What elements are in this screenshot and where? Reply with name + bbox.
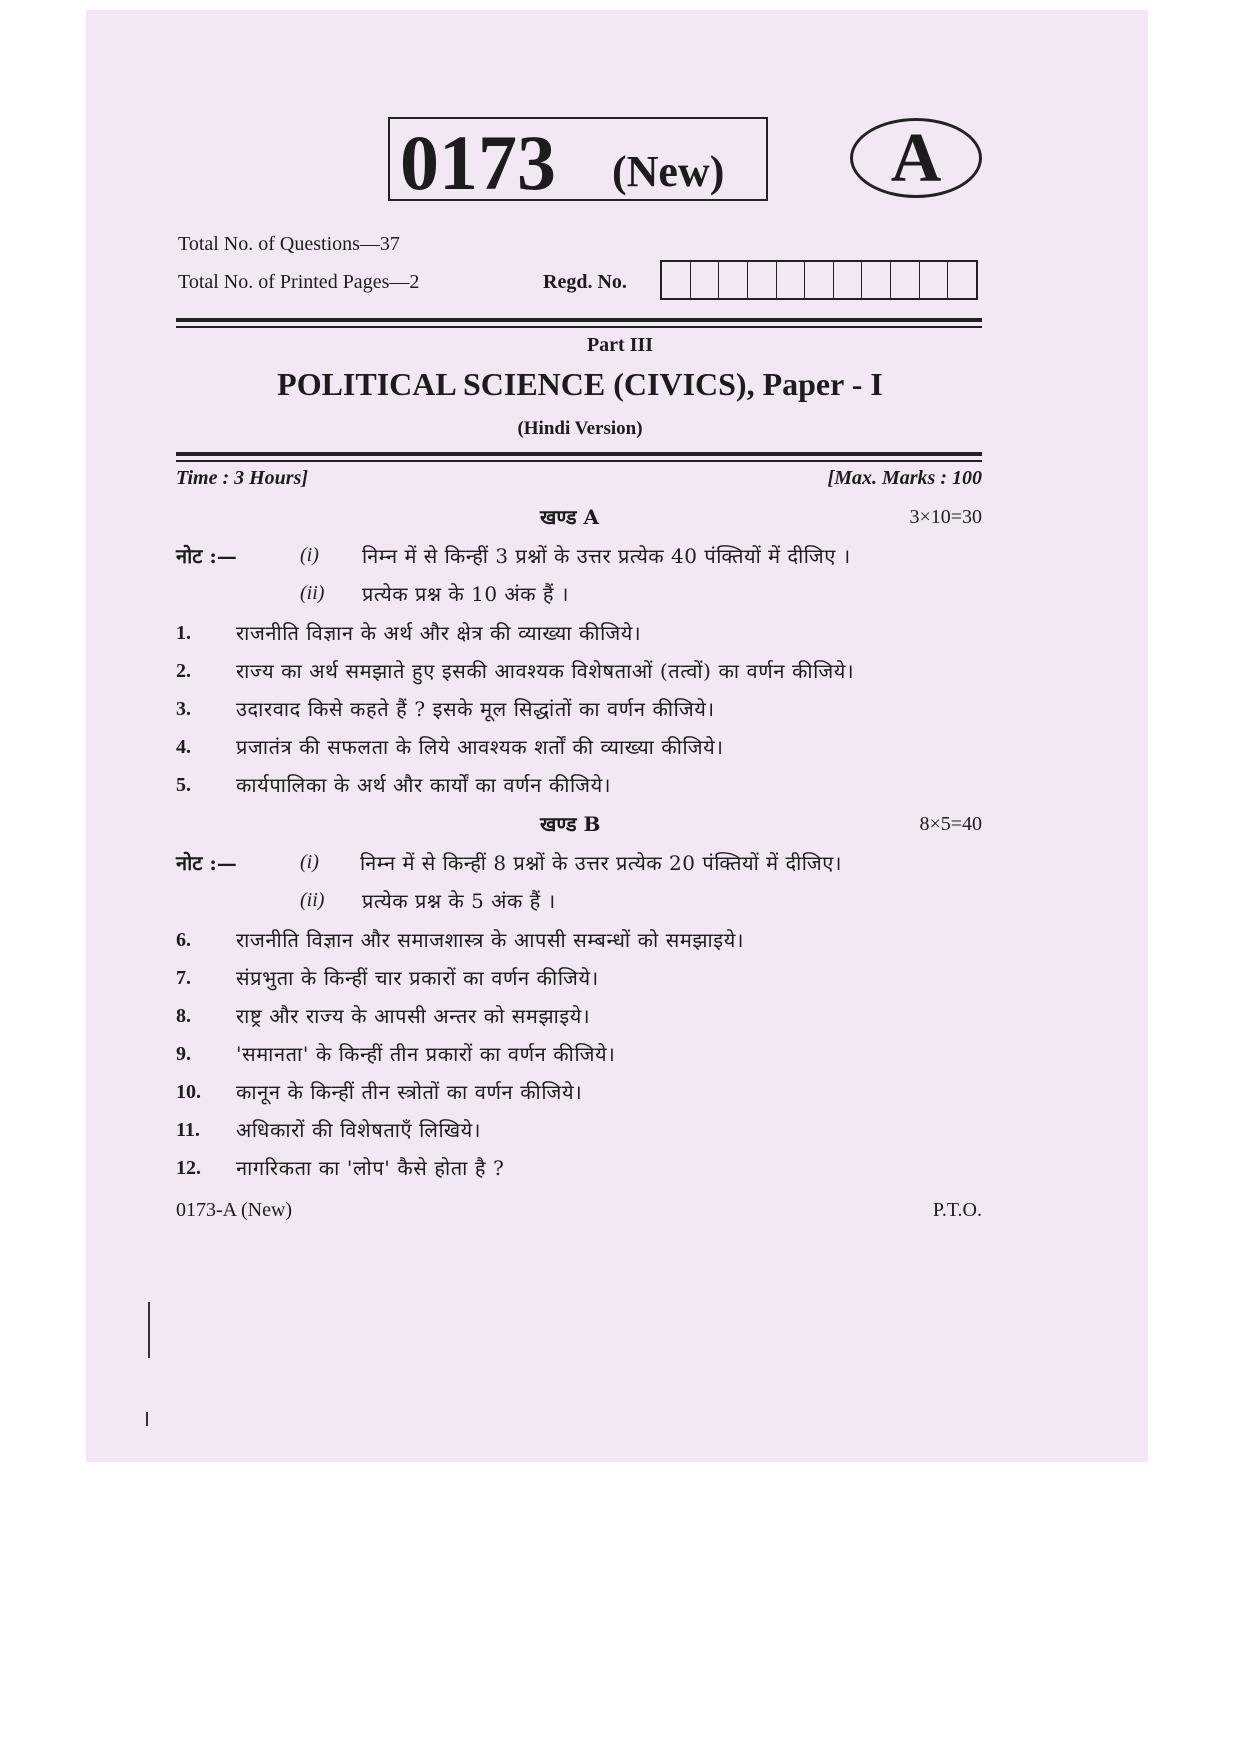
version-badge: A [850, 118, 982, 198]
max-marks: [Max. Marks : 100 [827, 467, 982, 489]
question-number: 7. [176, 967, 191, 989]
question-number: 4. [176, 736, 191, 758]
question-number: 8. [176, 1005, 191, 1027]
question-number: 9. [176, 1043, 191, 1065]
section-b-marks: 8×5=40 [919, 813, 982, 835]
subject-title: POLITICAL SCIENCE (CIVICS), Paper - I [277, 366, 883, 402]
question-text: राजनीति विज्ञान और समाजशास्त्र के आपसी सम्बन्धों को समझाइये। [236, 928, 745, 952]
question-text: प्रजातंत्र की सफलता के लिये आवश्यक शर्तों की व्याख्या कीजिये। [236, 735, 724, 759]
question-text: 'समानता' के किन्हीं तीन प्रकारों का वर्णन कीजिये। [236, 1042, 616, 1066]
header-rule-thick [176, 318, 982, 322]
section-b-note: निम्न में से किन्हीं 8 प्रश्नों के उत्तर प्रत्येक 20 पंक्तियों में दीजिए। [360, 851, 842, 875]
footer-pto: P.T.O. [932, 1199, 982, 1221]
section-b-note-marker: (ii) [300, 889, 325, 911]
total-questions: Total No. of Questions—37 [178, 233, 400, 255]
question-number: 1. [176, 622, 191, 644]
part-label: Part III [586, 334, 654, 356]
footer-paper-code: 0173-A (New) [176, 1199, 293, 1221]
section-a-note-marker: (i) [300, 544, 319, 566]
question-text: नागरिकता का 'लोप' कैसे होता है ? [236, 1156, 505, 1180]
question-number: 10. [176, 1081, 201, 1103]
question-text: अधिकारों की विशेषताएँ लिखिये। [236, 1118, 482, 1142]
section-a-note-marker: (ii) [300, 582, 325, 604]
section-b-heading: खण्ड B [540, 812, 601, 836]
version-note: (Hindi Version) [517, 418, 643, 439]
header-rule-thin [176, 326, 982, 328]
exam-time: Time : 3 Hours] [176, 467, 309, 489]
question-text: राजनीति विज्ञान के अर्थ और क्षेत्र की व्याख्या कीजिये। [236, 621, 642, 645]
question-number: 6. [176, 929, 191, 951]
question-text: संप्रभुता के किन्हीं चार प्रकारों का वर्णन कीजिये। [236, 966, 599, 990]
title-rule-thin [176, 460, 982, 462]
section-b-note-label: नोट :— [176, 851, 237, 875]
section-a-marks: 3×10=30 [909, 506, 982, 528]
paper-code-suffix: (New) [612, 147, 725, 196]
paper-code: 0173 [400, 119, 556, 206]
question-number: 3. [176, 698, 191, 720]
question-number: 12. [176, 1157, 201, 1179]
scan-margin-mark [146, 1412, 148, 1426]
question-text: कानून के किन्हीं तीन स्त्रोतों का वर्णन कीजिये। [236, 1080, 583, 1104]
question-text: राज्य का अर्थ समझाते हुए इसकी आवश्यक विशेषताओं (तत्वों) का वर्णन कीजिये। [236, 659, 855, 683]
scan-margin-mark [148, 1302, 150, 1358]
section-a-heading: खण्ड A [540, 505, 600, 529]
question-number: 11. [176, 1119, 200, 1141]
title-rule-thick [176, 452, 982, 456]
total-pages: Total No. of Printed Pages—2 [178, 271, 420, 293]
regd-no-label: Regd. No. [543, 271, 627, 293]
question-text: उदारवाद किसे कहते हैं ? इसके मूल सिद्धांतों का वर्णन कीजिये। [236, 697, 715, 721]
question-text: कार्यपालिका के अर्थ और कार्यों का वर्णन कीजिये। [236, 773, 612, 797]
section-b-note: प्रत्येक प्रश्न के 5 अंक हैं । [362, 889, 556, 913]
section-a-note-label: नोट :— [176, 544, 237, 568]
question-number: 2. [176, 660, 191, 682]
section-a-note: निम्न में से किन्हीं 3 प्रश्नों के उत्तर प्रत्येक 40 पंक्तियों में दीजिए । [362, 544, 851, 568]
question-number: 5. [176, 774, 191, 796]
regd-no-boxes [660, 260, 978, 300]
section-b-note-marker: (i) [300, 851, 319, 873]
question-text: राष्ट्र और राज्य के आपसी अन्तर को समझाइये। [236, 1004, 591, 1028]
section-a-note: प्रत्येक प्रश्न के 10 अंक हैं । [362, 582, 569, 606]
